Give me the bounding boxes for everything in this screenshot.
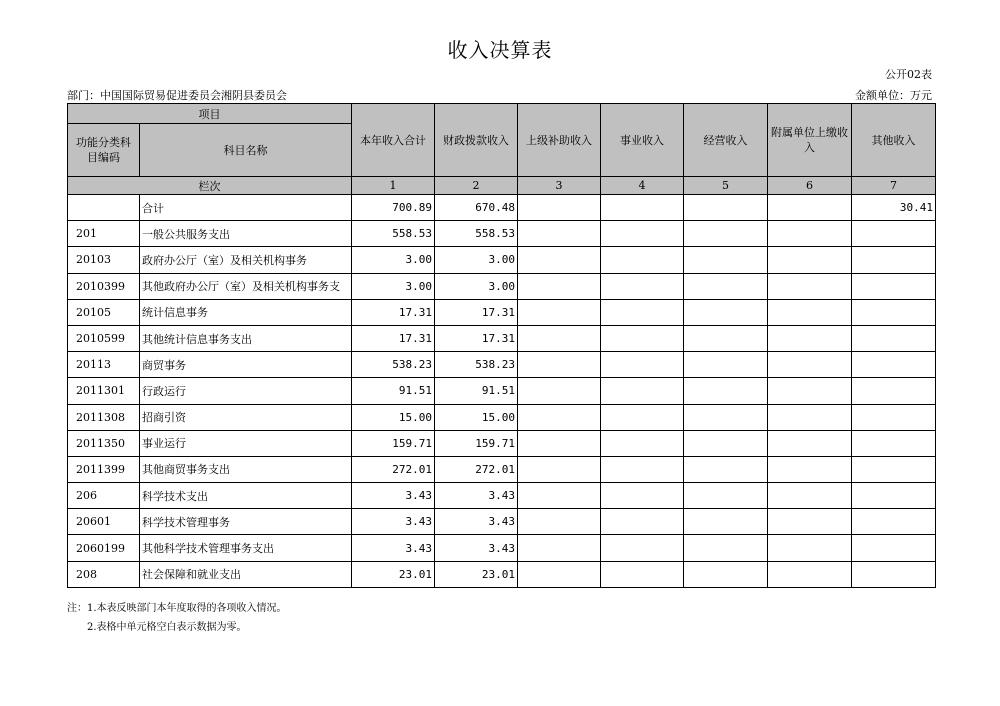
table-row — [68, 483, 936, 509]
table-row — [68, 404, 936, 430]
cell-business — [601, 221, 684, 247]
cell-fiscal: 670.48 — [435, 195, 518, 221]
cell-affiliated — [768, 561, 852, 587]
cell-superior — [518, 299, 601, 325]
cell-total: 272.01 — [352, 456, 435, 482]
cell-fiscal: 3.00 — [435, 247, 518, 273]
cell-name: 其他科学技术管理事务支出 — [140, 535, 352, 561]
cell-affiliated — [768, 456, 852, 482]
cell-total: 538.23 — [352, 352, 435, 378]
cell-name: 其他商贸事务支出 — [140, 456, 352, 482]
cell-business — [601, 195, 684, 221]
cell-code: 2010599 — [68, 325, 140, 351]
cell-operating — [684, 404, 768, 430]
cell-name: 招商引资 — [140, 404, 352, 430]
cell-fiscal: 558.53 — [435, 221, 518, 247]
cell-superior — [518, 483, 601, 509]
cell-operating — [684, 352, 768, 378]
income-table — [67, 103, 936, 588]
cell-name: 事业运行 — [140, 430, 352, 456]
cell-other: 30.41 — [852, 195, 936, 221]
cell-other — [852, 456, 936, 482]
cell-fiscal: 272.01 — [435, 456, 518, 482]
cell-superior — [518, 404, 601, 430]
cell-name: 其他政府办公厅（室）及相关机构事务支 — [140, 273, 352, 299]
cell-code: 2060199 — [68, 535, 140, 561]
cell-other — [852, 378, 936, 404]
cell-name: 统计信息事务 — [140, 299, 352, 325]
cell-superior — [518, 561, 601, 587]
cell-superior — [518, 535, 601, 561]
cell-business — [601, 247, 684, 273]
header-superior-subsidy: 上级补助收入 — [518, 104, 601, 177]
form-code: 公开02表 — [885, 68, 932, 81]
cell-code: 2011350 — [68, 430, 140, 456]
cell-affiliated — [768, 352, 852, 378]
cell-name: 合计 — [140, 195, 352, 221]
cell-code: 208 — [68, 561, 140, 587]
cell-business — [601, 561, 684, 587]
cell-operating — [684, 325, 768, 351]
cell-total: 558.53 — [352, 221, 435, 247]
cell-superior — [518, 247, 601, 273]
cell-code: 20103 — [68, 247, 140, 273]
cell-business — [601, 325, 684, 351]
cell-code: 2011301 — [68, 378, 140, 404]
cell-superior — [518, 456, 601, 482]
cell-name: 行政运行 — [140, 378, 352, 404]
column-number: 1 — [352, 177, 435, 195]
cell-other — [852, 247, 936, 273]
cell-code — [68, 195, 140, 221]
cell-code: 2010399 — [68, 273, 140, 299]
cell-business — [601, 404, 684, 430]
cell-operating — [684, 456, 768, 482]
cell-business — [601, 273, 684, 299]
footnote-2: 2.表格中单元格空白表示数据为零。 — [87, 622, 247, 633]
cell-other — [852, 404, 936, 430]
cell-fiscal: 3.43 — [435, 509, 518, 535]
cell-superior — [518, 325, 601, 351]
cell-business — [601, 430, 684, 456]
table-row — [68, 325, 936, 351]
cell-other — [852, 430, 936, 456]
table-row — [68, 378, 936, 404]
column-number: 5 — [684, 177, 768, 195]
cell-business — [601, 456, 684, 482]
cell-affiliated — [768, 299, 852, 325]
header-column-index: 栏次 — [68, 177, 352, 195]
table-row — [68, 561, 936, 587]
header-function-code: 功能分类科目编码 — [68, 124, 140, 177]
department-label: 部门：中国国际贸易促进委员会湘阴县委员会 — [67, 89, 287, 102]
cell-other — [852, 535, 936, 561]
table-row — [68, 247, 936, 273]
cell-total: 15.00 — [352, 404, 435, 430]
cell-operating — [684, 535, 768, 561]
cell-superior — [518, 273, 601, 299]
cell-superior — [518, 195, 601, 221]
cell-superior — [518, 352, 601, 378]
cell-affiliated — [768, 535, 852, 561]
cell-fiscal: 3.43 — [435, 483, 518, 509]
cell-total: 3.43 — [352, 509, 435, 535]
cell-other — [852, 299, 936, 325]
cell-fiscal: 17.31 — [435, 325, 518, 351]
header-affiliated-income: 附属单位上缴收入 — [768, 104, 852, 177]
cell-code: 2011308 — [68, 404, 140, 430]
cell-total: 700.89 — [352, 195, 435, 221]
cell-code: 20105 — [68, 299, 140, 325]
cell-code: 201 — [68, 221, 140, 247]
table-row — [68, 195, 936, 221]
page-title: 收入决算表 — [447, 38, 553, 62]
cell-business — [601, 535, 684, 561]
table-row — [68, 221, 936, 247]
footnote-1: 注：1.本表反映部门本年度取得的各项收入情况。 — [67, 603, 287, 614]
cell-superior — [518, 509, 601, 535]
cell-affiliated — [768, 325, 852, 351]
cell-other — [852, 273, 936, 299]
cell-fiscal: 3.00 — [435, 273, 518, 299]
footnotes — [67, 599, 287, 637]
cell-code: 206 — [68, 483, 140, 509]
table-row — [68, 430, 936, 456]
cell-business — [601, 299, 684, 325]
table-row — [68, 535, 936, 561]
cell-affiliated — [768, 430, 852, 456]
column-number: 3 — [518, 177, 601, 195]
cell-total: 3.00 — [352, 273, 435, 299]
header-operating-income: 经营收入 — [684, 104, 768, 177]
cell-superior — [518, 378, 601, 404]
cell-operating — [684, 378, 768, 404]
cell-code: 20601 — [68, 509, 140, 535]
column-number: 6 — [768, 177, 852, 195]
cell-operating — [684, 561, 768, 587]
cell-operating — [684, 195, 768, 221]
header-fiscal-income: 财政拨款收入 — [435, 104, 518, 177]
cell-total: 91.51 — [352, 378, 435, 404]
table-row — [68, 299, 936, 325]
header-total-income: 本年收入合计 — [352, 104, 435, 177]
cell-business — [601, 483, 684, 509]
cell-name: 社会保障和就业支出 — [140, 561, 352, 587]
cell-other — [852, 352, 936, 378]
cell-fiscal: 23.01 — [435, 561, 518, 587]
cell-name: 一般公共服务支出 — [140, 221, 352, 247]
cell-operating — [684, 221, 768, 247]
cell-fiscal: 3.43 — [435, 535, 518, 561]
cell-code: 2011399 — [68, 456, 140, 482]
cell-name: 科学技术管理事务 — [140, 509, 352, 535]
cell-business — [601, 509, 684, 535]
cell-other — [852, 561, 936, 587]
cell-name: 科学技术支出 — [140, 483, 352, 509]
cell-operating — [684, 483, 768, 509]
header-business-income: 事业收入 — [601, 104, 684, 177]
cell-affiliated — [768, 247, 852, 273]
cell-total: 3.43 — [352, 483, 435, 509]
cell-operating — [684, 247, 768, 273]
cell-other — [852, 509, 936, 535]
cell-name: 政府办公厅（室）及相关机构事务 — [140, 247, 352, 273]
cell-affiliated — [768, 378, 852, 404]
cell-operating — [684, 299, 768, 325]
cell-other — [852, 483, 936, 509]
cell-fiscal: 91.51 — [435, 378, 518, 404]
header-subject-name: 科目名称 — [140, 124, 352, 177]
cell-name: 其他统计信息事务支出 — [140, 325, 352, 351]
cell-affiliated — [768, 273, 852, 299]
column-number: 7 — [852, 177, 936, 195]
cell-fiscal: 17.31 — [435, 299, 518, 325]
table-body — [68, 195, 936, 588]
column-number: 2 — [435, 177, 518, 195]
table-row — [68, 456, 936, 482]
header-project: 项目 — [68, 104, 352, 124]
cell-total: 159.71 — [352, 430, 435, 456]
cell-affiliated — [768, 221, 852, 247]
cell-fiscal: 159.71 — [435, 430, 518, 456]
header-other-income: 其他收入 — [852, 104, 936, 177]
cell-business — [601, 378, 684, 404]
cell-operating — [684, 430, 768, 456]
cell-operating — [684, 509, 768, 535]
cell-other — [852, 325, 936, 351]
cell-affiliated — [768, 509, 852, 535]
cell-total: 3.00 — [352, 247, 435, 273]
cell-total: 17.31 — [352, 325, 435, 351]
cell-total: 17.31 — [352, 299, 435, 325]
cell-total: 3.43 — [352, 535, 435, 561]
table-row — [68, 352, 936, 378]
cell-superior — [518, 430, 601, 456]
cell-fiscal: 538.23 — [435, 352, 518, 378]
cell-name: 商贸事务 — [140, 352, 352, 378]
cell-operating — [684, 273, 768, 299]
cell-superior — [518, 221, 601, 247]
amount-unit-label: 金额单位：万元 — [855, 89, 932, 102]
table-row — [68, 273, 936, 299]
cell-affiliated — [768, 483, 852, 509]
cell-affiliated — [768, 195, 852, 221]
cell-fiscal: 15.00 — [435, 404, 518, 430]
cell-total: 23.01 — [352, 561, 435, 587]
cell-code: 20113 — [68, 352, 140, 378]
table-row — [68, 509, 936, 535]
cell-business — [601, 352, 684, 378]
cell-affiliated — [768, 404, 852, 430]
column-number: 4 — [601, 177, 684, 195]
cell-other — [852, 221, 936, 247]
